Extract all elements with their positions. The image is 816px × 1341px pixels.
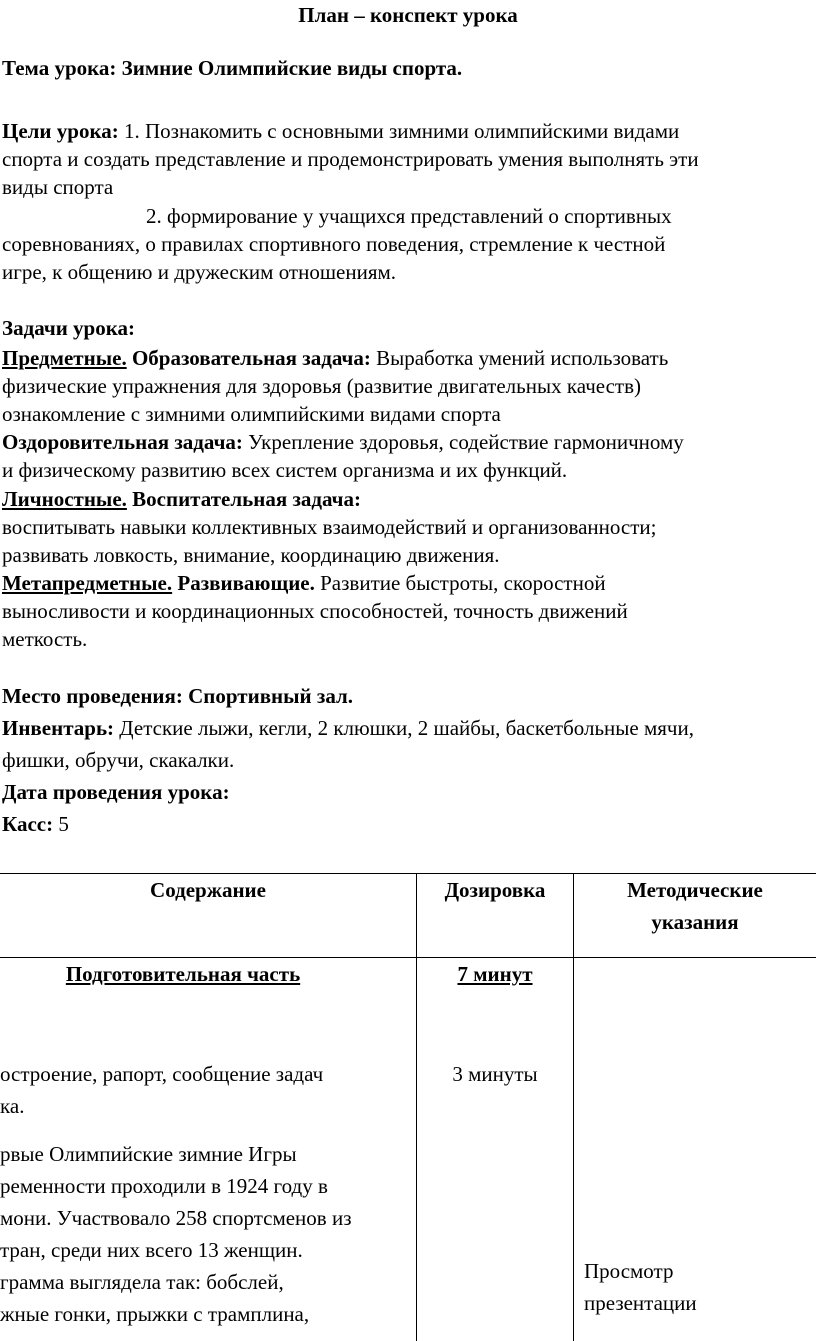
- edu-label: Образовательная задача:: [126, 346, 371, 370]
- goals-line-1: [2, 118, 679, 144]
- goal2-text-2: соревнованиях, о правилах спортивного поведения, стремление к честной: [2, 232, 666, 256]
- section-dosage: 7 минут: [457, 962, 533, 986]
- goal1-text-1: 1. Познакомить с основными зимними олимпийскими видами: [118, 119, 680, 143]
- personal-line: [2, 486, 361, 512]
- topic-line: [2, 55, 462, 81]
- goal1-text-2: спорта и создать представление и продемонстрировать умения выполнять эти: [2, 147, 699, 171]
- topic-value: Зимние Олимпийские виды спорта.: [121, 56, 463, 80]
- health-label: Оздоровительная задача:: [2, 430, 243, 454]
- inventory-line-1: [2, 715, 694, 741]
- tasks-heading: Задачи урока:: [2, 316, 136, 340]
- health-line-1: [2, 429, 684, 455]
- class-line: [2, 811, 69, 837]
- row1-text-1: остроение, рапорт, сообщение задач: [0, 1062, 324, 1086]
- header-content: Содержание: [150, 878, 266, 902]
- edu-line-1: [2, 345, 668, 371]
- row2-text-3: мони. Участвовало 258 спортсменов из: [0, 1206, 352, 1230]
- upbringing-label: Воспитательная задача:: [126, 487, 362, 511]
- goal1-text-3: виды спорта: [2, 175, 114, 199]
- class-value: 5: [53, 812, 69, 836]
- notes-text-2: презентации: [584, 1291, 697, 1315]
- edu-text-3: ознакомление с зимними олимпийскими видами спорта: [2, 402, 501, 426]
- goals-label: Цели урока:: [2, 119, 119, 143]
- health-text-2: и физическому развитию всех систем организма и их функций.: [2, 458, 568, 482]
- notes-text-1: Просмотр: [584, 1259, 674, 1283]
- meta-line-1: [2, 570, 606, 596]
- inventory-text-2: фишки, обручи, скакалки.: [2, 748, 235, 772]
- header-notes-line-2: указания: [651, 910, 739, 934]
- meta-label: Метапредметные.: [2, 571, 173, 595]
- health-text-1: Укрепление здоровья, содействие гармоничному: [242, 430, 684, 454]
- row2-text-1: рвые Олимпийские зимние Игры: [0, 1142, 297, 1166]
- section-title: Подготовительная часть: [65, 962, 301, 986]
- upbringing-text-2: развивать ловкость, внимание, координацию движения.: [2, 543, 500, 567]
- goal2-text-1: 2. формирование у учащихся представлений о спортивных: [146, 204, 672, 228]
- header-notes-line-1: Методические: [627, 878, 763, 902]
- inventory-label: Инвентарь:: [2, 716, 115, 740]
- inventory-text-1: Детские лыжи, кегли, 2 клюшки, 2 шайбы, баскетбольные мячи,: [114, 716, 694, 740]
- edu-text-1: Выработка умений использовать: [370, 346, 669, 370]
- upbringing-text-1: воспитывать навыки коллективных взаимодействий и организованности;: [2, 515, 657, 539]
- row2-content: [0, 1138, 416, 1341]
- personal-label: Личностные.: [2, 487, 127, 511]
- row2-text-6: жные гонки, прыжки с трамплина,: [0, 1302, 310, 1326]
- row1-dosage: 3 минуты: [452, 1062, 538, 1086]
- row2-text-5: грамма выглядела так: бобслей,: [0, 1270, 284, 1294]
- page-title: План – конспект урока: [298, 3, 518, 27]
- develop-text-2: выносливости и координационных способностей, точность движений: [2, 599, 628, 623]
- table-col-divider-2: [573, 873, 574, 1341]
- row1-text-2: ка.: [0, 1094, 25, 1118]
- develop-text-1: Развитие быстроты, скоростной: [314, 571, 606, 595]
- place-line: Место проведения: Спортивный зал.: [2, 684, 354, 708]
- develop-label: Развивающие.: [172, 571, 315, 595]
- goal2-text-3: игре, к общению и дружеским отношениям.: [2, 260, 397, 284]
- subject-label: Предметные.: [2, 346, 127, 370]
- table-col-divider-1: [416, 873, 417, 1341]
- class-label: Касс:: [2, 812, 54, 836]
- row2-text-2: ременности проходили в 1924 году в: [0, 1174, 328, 1198]
- header-dosage: Дозировка: [444, 878, 546, 902]
- row2-text-4: тран, среди них всего 13 женщин.: [0, 1238, 303, 1262]
- date-line: Дата проведения урока:: [2, 780, 230, 804]
- row1-content: [0, 1058, 416, 1118]
- develop-text-3: меткость.: [2, 627, 88, 651]
- topic-label: Тема урока:: [2, 56, 117, 80]
- edu-text-2: физические упражнения для здоровья (развитие двигательных качеств): [2, 374, 642, 398]
